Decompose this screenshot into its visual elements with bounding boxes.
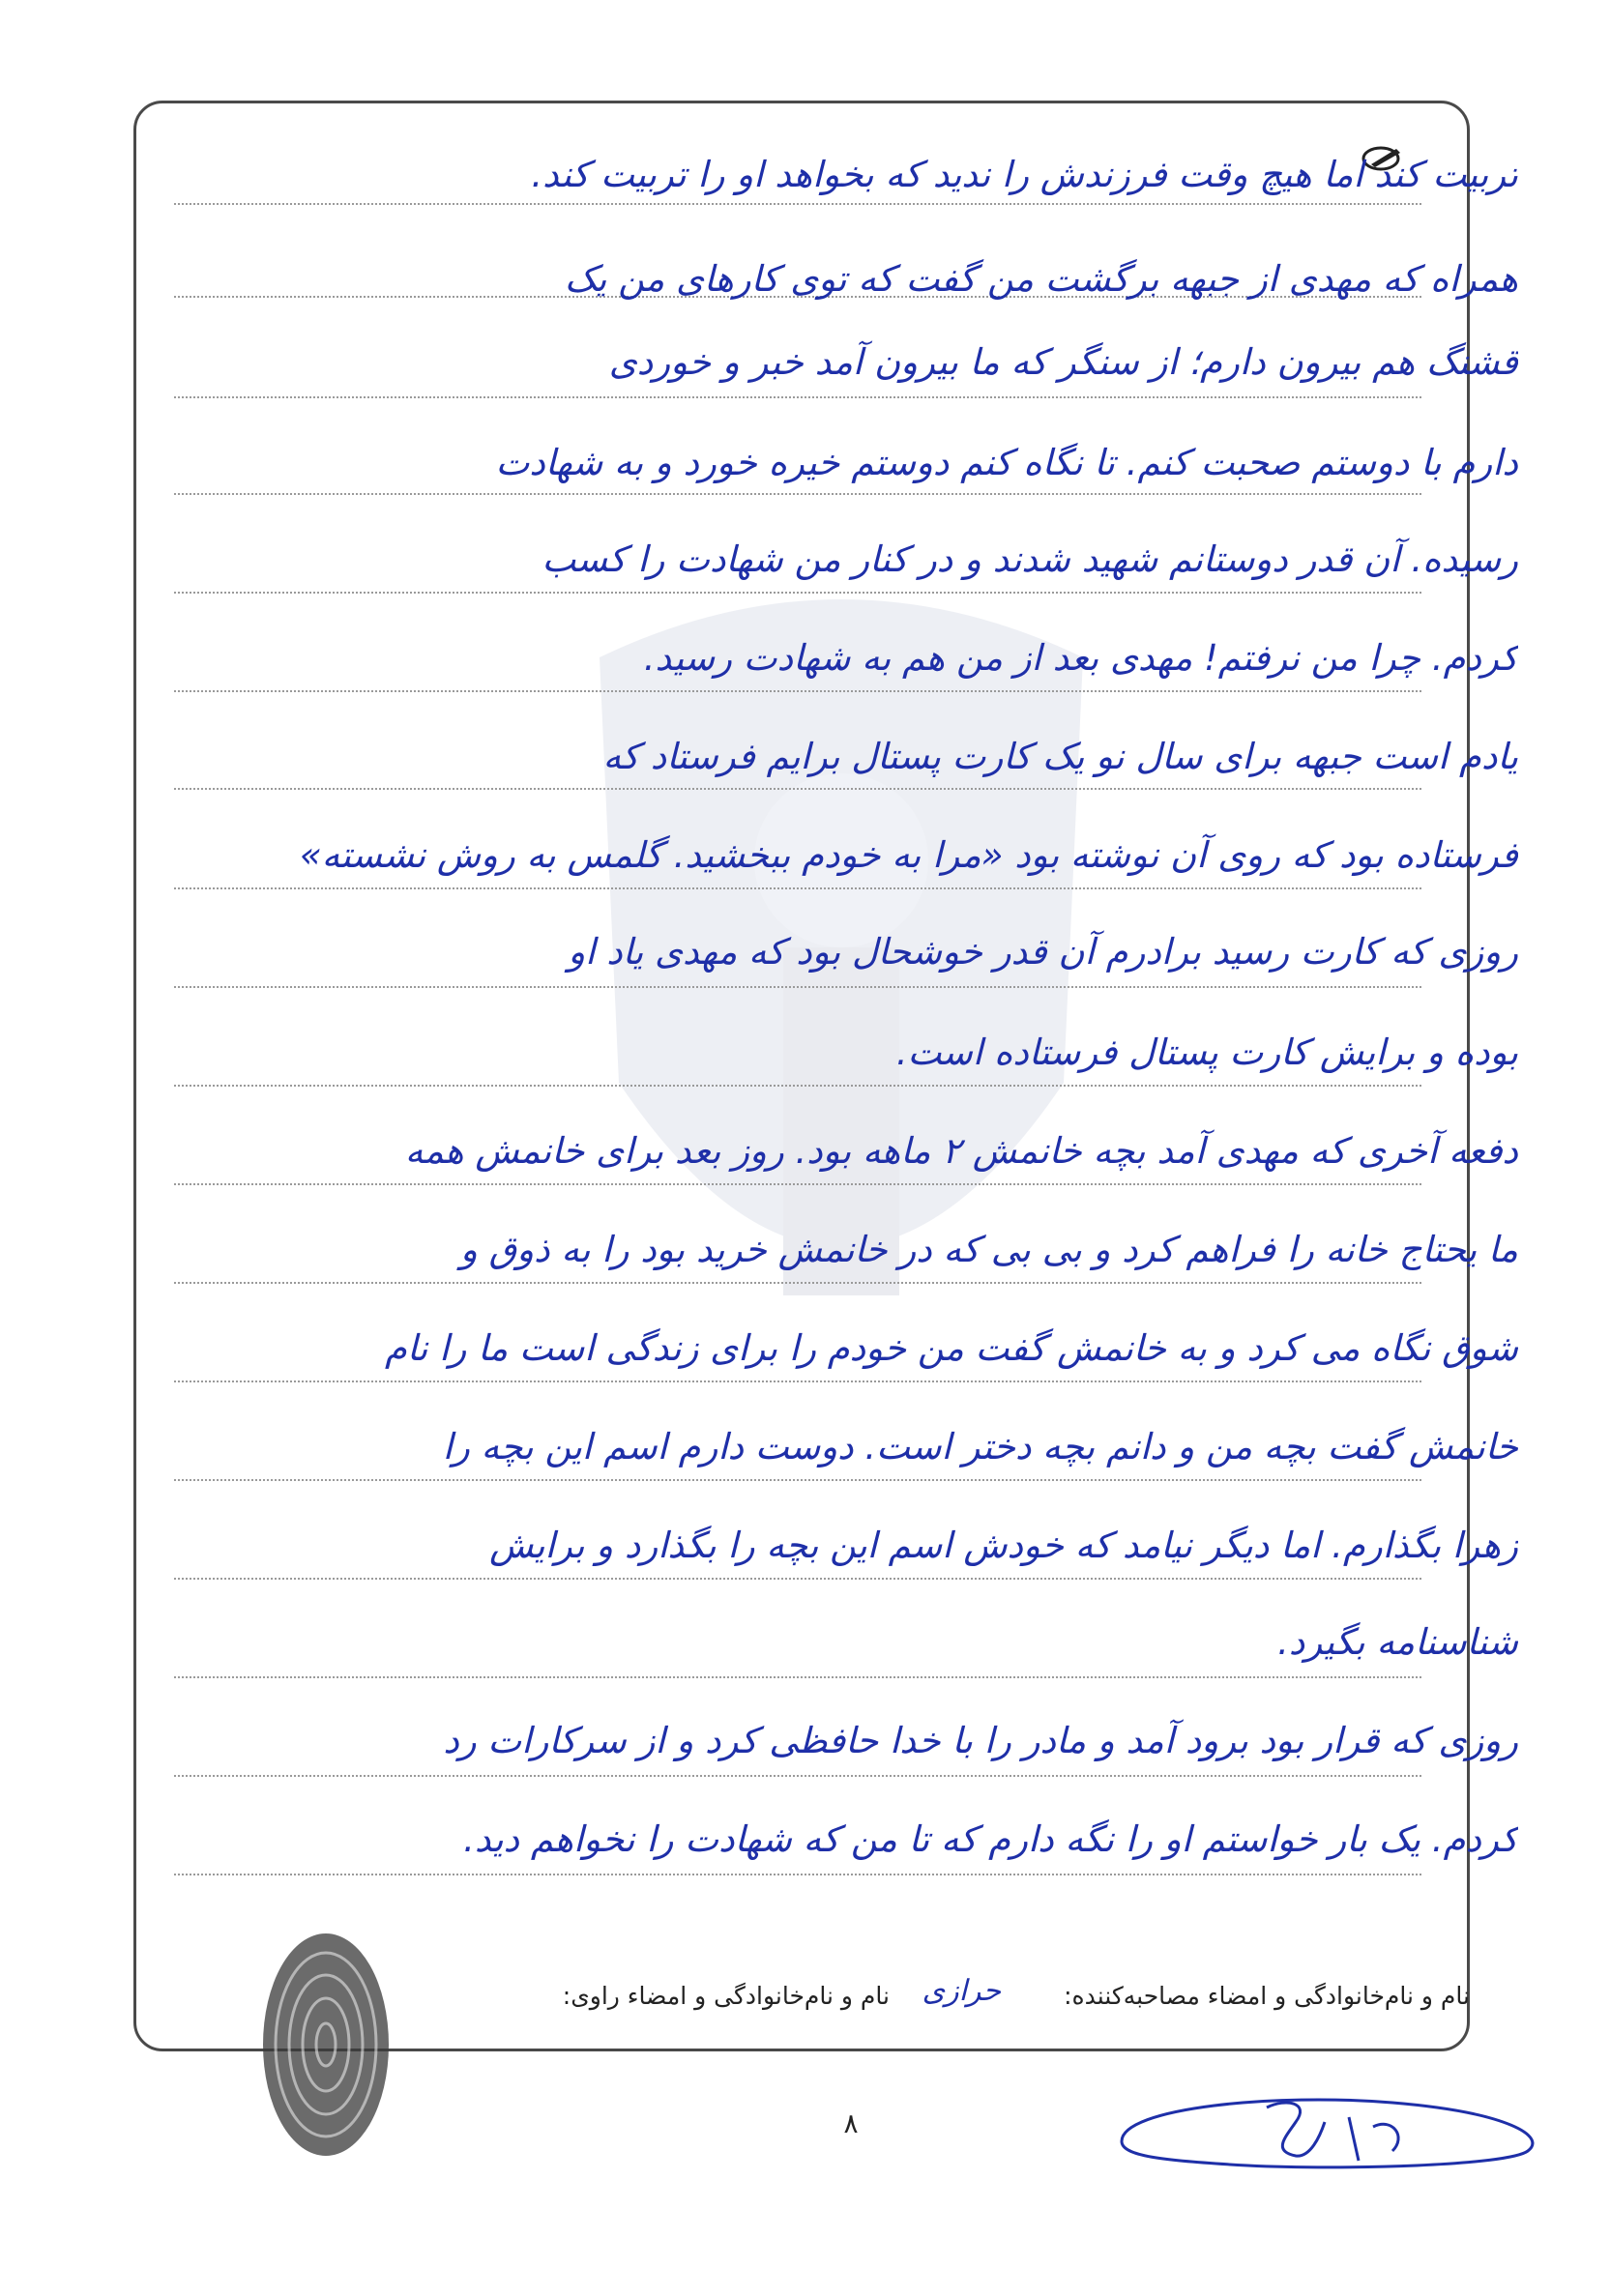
interviewer-name: حرازی — [922, 1974, 1001, 2008]
handwriting-line: شناسنامه بگیرد. — [1277, 1621, 1518, 1663]
page-number: ۸ — [843, 2107, 859, 2139]
handwriting-line: خانمش گفت بچه من و دانم بچه دختر است. دوست دارم اسم این بچه را — [442, 1426, 1518, 1468]
handwriting-line: دارم با دوستم صحبت کنم. تا نگاه کنم دوستم خیره خورد و به شهادت — [495, 442, 1518, 483]
handwriting-line: زهرا بگذارم. اما دیگر نیامد که خودش اسم این بچه را بگذارد و برایش — [489, 1525, 1518, 1566]
handwriting-line: فرستاده بود که روی آن نوشته بود «مرا به خودم ببخشید. گلمس به روش نشسته» — [299, 834, 1518, 876]
narrator-label: نام و نام‌خانوادگی و امضاء راوی: — [562, 1982, 890, 2010]
handwriting-line: دفعه آخری که مهدی آمد بچه خانمش ۲ ماهه بود. روز بعد برای خانمش همه — [404, 1130, 1518, 1172]
fingerprint — [253, 1924, 398, 2165]
handwriting-line: شوق نگاه می کرد و به خانمش گفت من خودم را برای زندگی است ما را نام — [384, 1327, 1518, 1369]
interviewer-label: نام و نام‌خانوادگی و امضاء مصاحبه‌کننده: — [1064, 1982, 1470, 2010]
handwriting-line: ما یحتاج خانه را فراهم کرد و بی بی که در خانمش خرید بود را به ذوق و — [459, 1229, 1518, 1270]
narrator-signature — [1102, 2069, 1557, 2194]
handwriting-line: کردم. یک بار خواستم او را نگه دارم که تا من که شهادت را نخواهم دید. — [463, 1818, 1518, 1860]
handwriting-line: کردم. چرا من نرفتم! مهدی بعد از من هم به شهادت رسید. — [643, 637, 1518, 679]
handwriting-line: قشنگ هم بیرون دارم؛ از سنگر که ما بیرون آمد خبر و خوردی — [608, 341, 1518, 383]
handwriting-line: روزی که کارت رسید برادرم آن قدر خوشحال بود که مهدی یاد او — [568, 931, 1518, 973]
handwriting-line: یادم است جبهه برای سال نو یک کارت پستال برایم فرستاد که — [602, 736, 1518, 777]
handwriting-line: تربیت کند اما هیچ وقت فرزندش را ندید که بخواهد او را تربیت کند. — [531, 154, 1518, 195]
handwriting-line: همراه که مهدی از جبهه برگشت من گفت که توی کارهای من یک — [565, 258, 1518, 300]
handwriting-line: روزی که قرار بود برود آمد و مادر را با خدا حافظی کرد و از سرکارات رد — [443, 1720, 1518, 1761]
handwriting-line: رسیده. آن قدر دوستانم شهید شدند و در کنار من شهادت را کسب — [542, 538, 1518, 580]
handwriting-line: بوده و برایش کارت پستال فرستاده است. — [895, 1032, 1518, 1073]
